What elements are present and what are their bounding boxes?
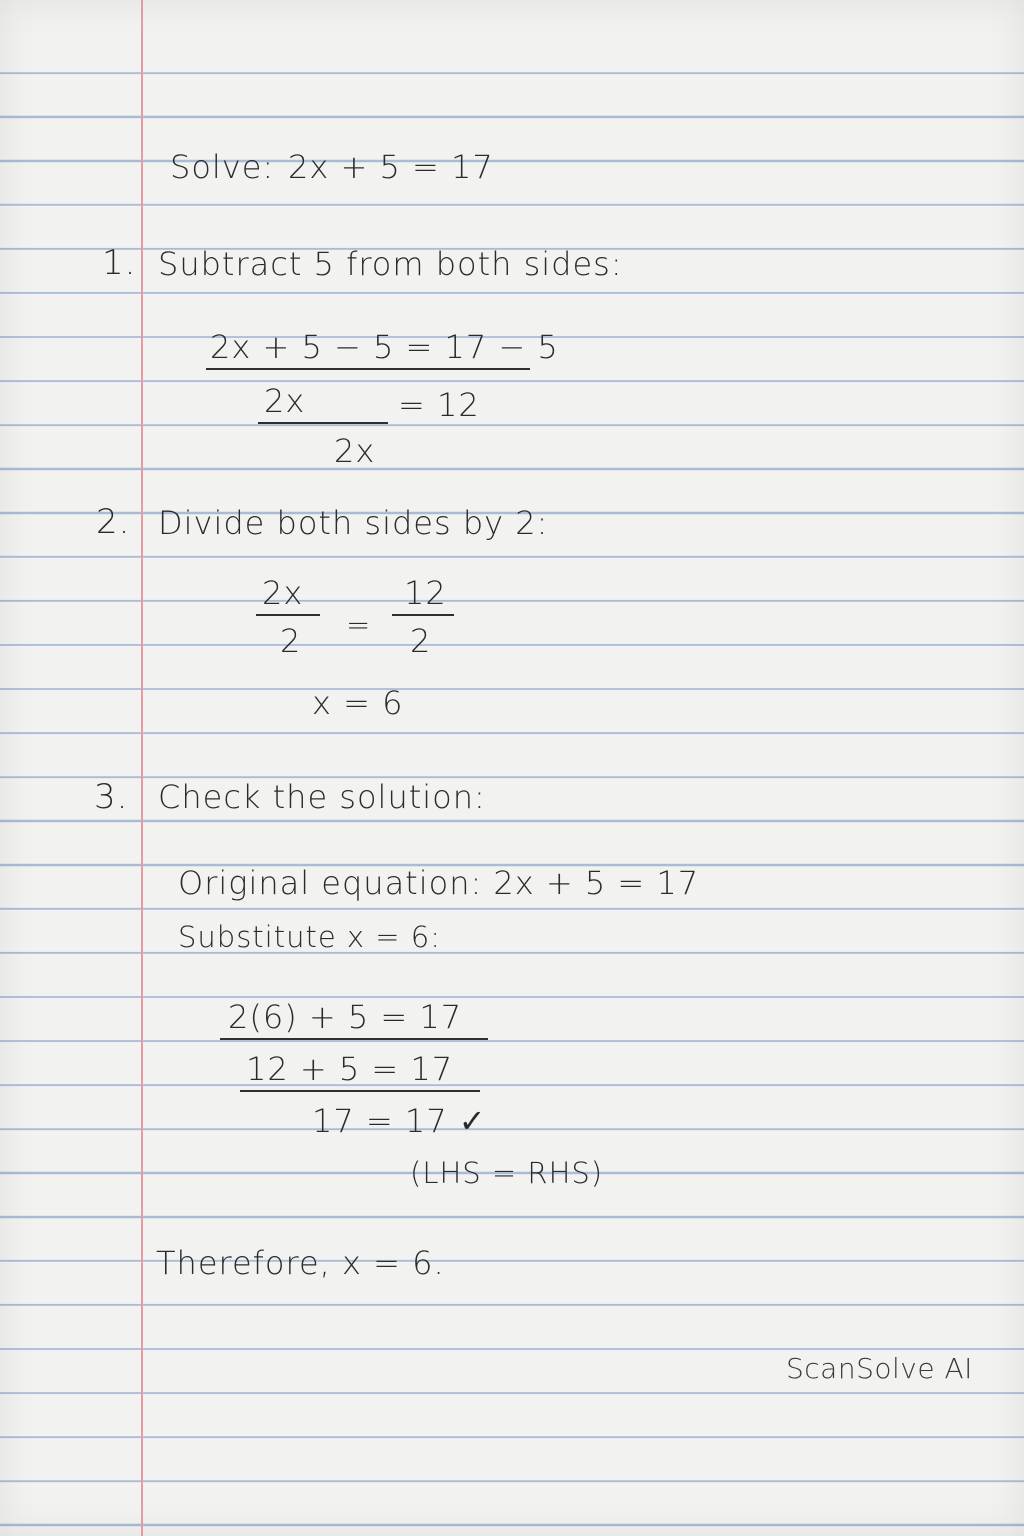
step2-frac-right-num: 12 <box>404 574 447 612</box>
step2-number: 2. <box>96 502 131 542</box>
step1-underline-2 <box>258 422 388 424</box>
step2-frac-right-bar <box>392 614 454 616</box>
problem-label: Solve: <box>170 148 275 186</box>
step1-line2-left: 2x <box>264 382 306 420</box>
step2-heading: Divide both sides by 2: <box>158 504 549 542</box>
step3-original: Original equation: 2x + 5 = 17 <box>178 864 700 902</box>
step1-underline-1 <box>206 368 530 370</box>
step2-frac-left-num: 2x <box>262 574 304 612</box>
step3-heading: Check the solution: <box>158 778 486 816</box>
step3-line2: 12 + 5 = 17 <box>246 1050 454 1088</box>
step1-line2-right: = 12 <box>398 386 480 424</box>
step2-frac-left-den: 2 <box>280 622 302 660</box>
step3-underline-1 <box>220 1038 488 1040</box>
signature: ScanSolve AI <box>786 1352 973 1385</box>
step3-line1: 2(6) + 5 = 17 <box>228 998 463 1036</box>
step1-heading: Subtract 5 from both sides: <box>158 245 623 283</box>
step1-number: 1. <box>102 243 137 283</box>
margin-line <box>141 0 143 1536</box>
step3-substitute: Substitute x = 6: <box>178 920 442 954</box>
step1-line3: 2x <box>334 432 376 470</box>
step3-line3: 17 = 17 ✓ <box>312 1102 487 1140</box>
step2-frac-right-den: 2 <box>410 622 432 660</box>
step2-result: x = 6 <box>312 684 404 722</box>
step3-note: (LHS = RHS) <box>410 1156 604 1190</box>
step1-line1: 2x + 5 − 5 = 17 − 5 <box>210 328 559 366</box>
problem-equation: 2x + 5 = 17 <box>288 148 494 186</box>
step2-equals: = <box>346 608 372 642</box>
step2-frac-left-bar <box>256 614 320 616</box>
step3-number: 3. <box>94 777 129 817</box>
conclusion: Therefore, x = 6. <box>156 1244 445 1282</box>
step3-underline-2 <box>240 1090 480 1092</box>
